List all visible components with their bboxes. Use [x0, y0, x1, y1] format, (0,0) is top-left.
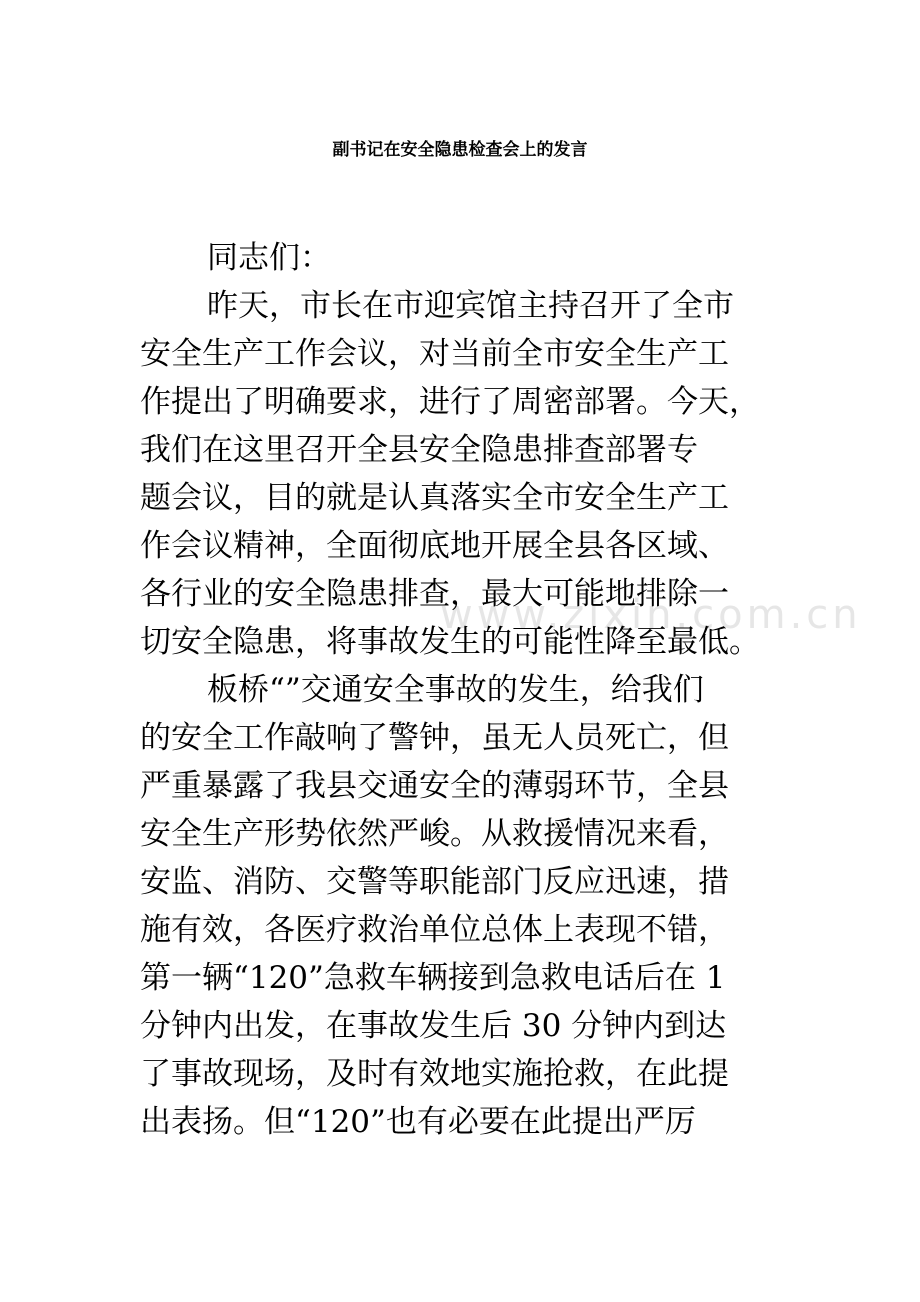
paragraph-line: 安监、消防、交警等职能部门反应迅速，措	[140, 864, 729, 900]
paragraph-line: 的安全工作敲响了警钟，虽无人员死亡，但	[140, 720, 729, 756]
paragraph-line: 严重暴露了我县交通安全的薄弱环节，全县	[140, 768, 729, 804]
paragraph-line: 我们在这里召开全县安全隐患排查部署专	[140, 432, 698, 468]
paragraph-line: 安全生产形势依然严峻。从救援情况来看，	[140, 816, 729, 852]
paragraph-line: 作会议精神，全面彻底地开展全县各区域、	[140, 528, 729, 564]
paragraph-line: 切安全隐患，将事故发生的可能性降至最低。	[140, 624, 760, 660]
paragraph-line: 安全生产工作会议，对当前全市安全生产工	[140, 336, 729, 372]
paragraph-line: 昨天，市长在市迎宾馆主持召开了全市	[207, 288, 734, 324]
paragraph-line: 了事故现场，及时有效地实施抢救，在此提	[140, 1056, 729, 1092]
paragraph-line: 出表扬。但“120”也有必要在此提出严厉	[140, 1104, 696, 1140]
paragraph-line: 第一辆“120”急救车辆接到急救电话后在 1	[140, 960, 726, 996]
paragraph-line: 各行业的安全隐患排查，最大可能地排除一	[140, 576, 729, 612]
paragraph-line: 分钟内出发，在事故发生后 30 分钟内到达	[140, 1008, 727, 1044]
salutation-line: 同志们：	[207, 240, 331, 276]
paragraph-line: 作提出了明确要求，进行了周密部署。今天，	[140, 384, 760, 420]
paragraph-line: 施有效，各医疗救治单位总体上表现不错，	[140, 912, 729, 948]
document-title: 副书记在安全隐患检查会上的发言	[332, 140, 588, 160]
watermark: www.zixin.com.cn	[440, 592, 862, 638]
paragraph-line: 题会议，目的就是认真落实全市安全生产工	[140, 480, 729, 516]
paragraph-line: 板桥“”交通安全事故的发生，给我们	[207, 672, 704, 708]
